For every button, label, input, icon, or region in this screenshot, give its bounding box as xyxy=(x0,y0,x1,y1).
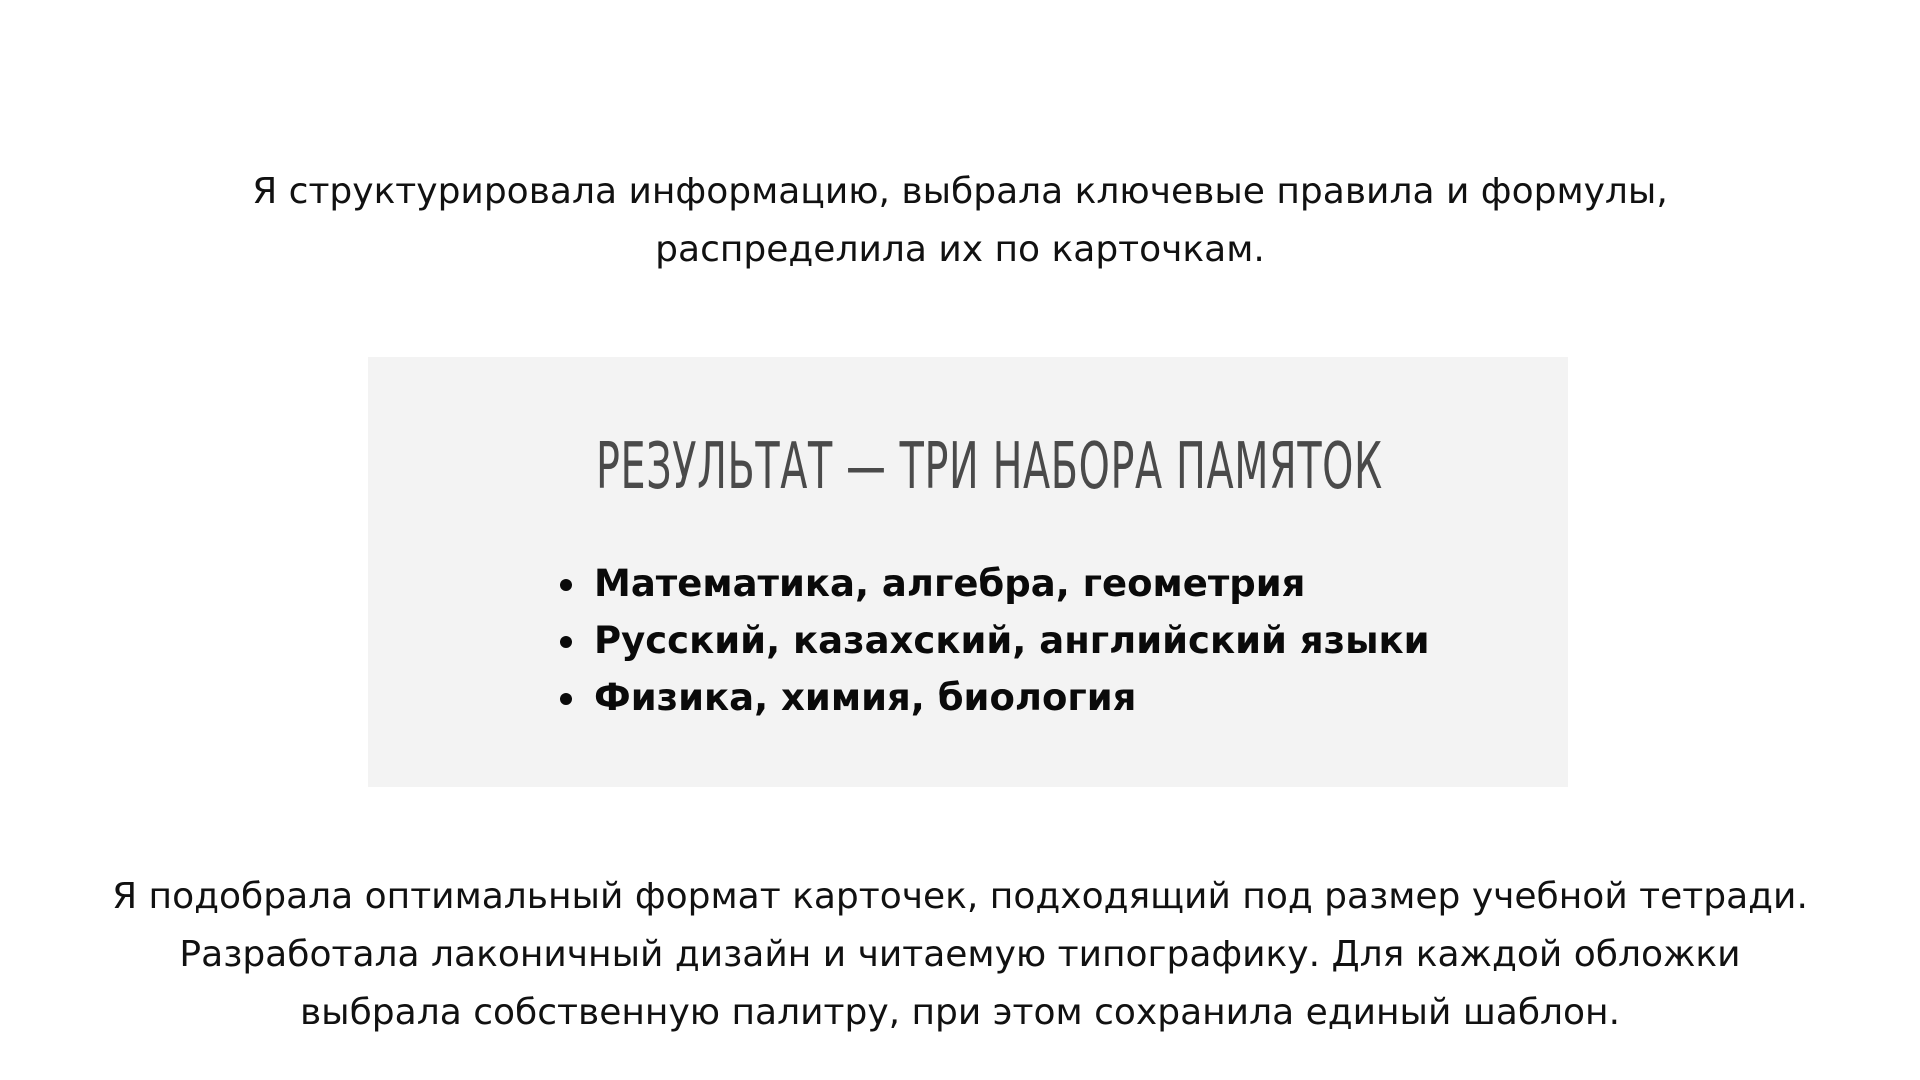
list-item xyxy=(560,555,1430,612)
bullet-icon xyxy=(560,636,572,648)
list-item xyxy=(560,669,1430,726)
outro-line: Разработала лаконичный дизайн и читаемую типографику. Для каждой обложки xyxy=(179,934,1741,975)
list-item xyxy=(560,612,1430,669)
subject-list xyxy=(560,555,1430,726)
list-item-label: Русский, казахский, английский языки xyxy=(594,619,1430,662)
bullet-icon xyxy=(560,693,572,705)
list-item-label: Физика, химия, биология xyxy=(594,676,1137,719)
outro-paragraph xyxy=(60,868,1860,1042)
result-card xyxy=(368,357,1568,787)
intro-line: Я структурировала информацию, выбрала ключевые правила и формулы, xyxy=(252,171,1668,212)
intro-line: распределила их по карточкам. xyxy=(655,229,1265,270)
outro-line: Я подобрала оптимальный формат карточек, подходящий под размер учебной тетради. xyxy=(112,876,1808,917)
intro-paragraph xyxy=(160,163,1760,279)
outro-line: выбрала собственную палитру, при этом сохранила единый шаблон. xyxy=(299,992,1621,1033)
result-title: РЕЗУЛЬТАТ — ТРИ НАБОРА ПАМЯТОК xyxy=(596,430,1383,504)
bullet-icon xyxy=(560,579,572,591)
list-item-label: Математика, алгебра, геометрия xyxy=(594,562,1306,605)
